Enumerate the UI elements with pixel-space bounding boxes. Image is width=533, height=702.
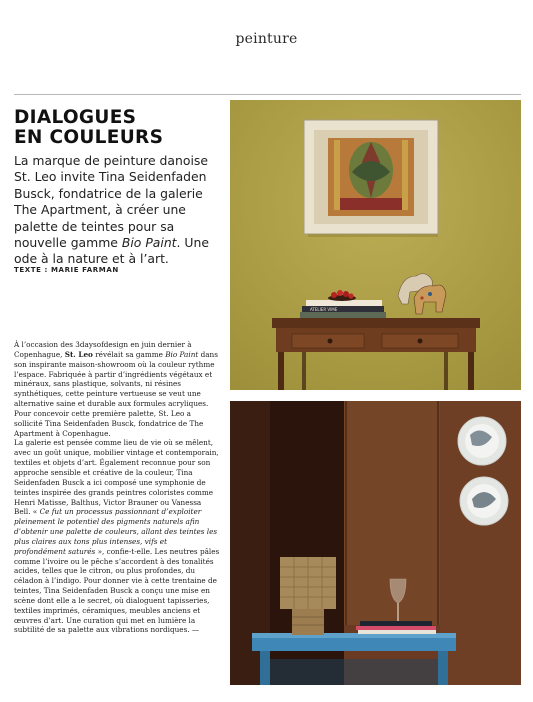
body-p2-b: », confie-t-elle. Les neutres pâles comme l’ivoire ou le pêche s’accordent à des tonalités acides, telles que le citron, ou plus profondes, du céladon à l’indigo. Pour donner vie à cette trentaine de teintes, Tina Seidenfaden Busck a conçu une mise en scène dont elle a le secret, où dialoguent tapisseries, textiles imprimés, céramiques, meubles anciens et œuvres d’art. Une curation qui met en lumière la subtilité de sa palette aux vibrations nordiques. — (14, 546, 220, 635)
standfirst-product-name: Bio Paint (121, 235, 177, 251)
brown-room-illustration (230, 401, 521, 685)
standfirst (14, 153, 226, 268)
book-stack (300, 300, 386, 318)
standfirst-text-1: La marque de peinture danoise St. Leo invite Tina Seidenfaden Busck, fondatrice de la galerie The Apartment, à créer une palette de teintes pour sa nouvelle gamme (14, 153, 208, 251)
framed-tapestry (304, 120, 438, 234)
article-body (14, 340, 220, 635)
body-brand-name: St. Leo (64, 349, 93, 359)
table-books (356, 621, 436, 634)
header-rule (14, 94, 521, 95)
headline (14, 108, 224, 148)
body-quote: Ce fut un processus passionnant d’exploiter pleinement le potentiel des pigments naturels afin d’obtenir une palette de couleurs, allant des teintes les plus claires aux tons plus intenses, vifs et profondément saturés (14, 507, 218, 556)
body-product-name: Bio Paint (165, 349, 199, 359)
body-p2-a: La galerie est pensée comme lieu de vie où se mêlent, avec un goût unique, mobilier vintage et contemporain, textiles et objets d’art. Également reconnue pour son approche sensible et créative de la couleur, Tina Seidenfaden Busck a ici composé une symphonie de teintes inspirée des grands peintres coloristes comme Henri Matisse, Balthus, Victor Brauner ou Vanessa Bell. « (14, 438, 219, 517)
headline-line-1: DIALOGUES (14, 107, 137, 128)
body-p1-b: révélait sa gamme (92, 349, 166, 359)
headline-line-2: EN COULEURS (14, 127, 164, 148)
photo-olive-room (230, 100, 521, 390)
section-label: peinture (235, 31, 298, 47)
standfirst-text-2: . Une ode à la nature et à l’art. (14, 235, 209, 267)
photo-brown-room (230, 401, 521, 685)
body-p1-a: À l’occasion des 3daysofdesign en juin dernier à Copenhague, (14, 340, 192, 359)
olive-room-illustration (230, 100, 521, 390)
author-credit: TEXTE : MARIE FARMAN (14, 266, 119, 274)
body-p1-c: dans son inspirante maison-showroom où la couleur rythme l’espace. Fabriquée à partir d’ingrédients végétaux et minéraux, sans plastique, solvants, ni résines synthétiques, cette peinture vertueuse se veut une alternative saine et durable aux formules acryliques. Pour concevoir cette première palette, St. Leo a sollicité Tina Seidenfaden Busck, fondatrice de The Apartment à Copenhague. (14, 349, 218, 438)
book-spine-title: ATELIER VIME (310, 307, 338, 312)
blue-table (252, 633, 456, 685)
